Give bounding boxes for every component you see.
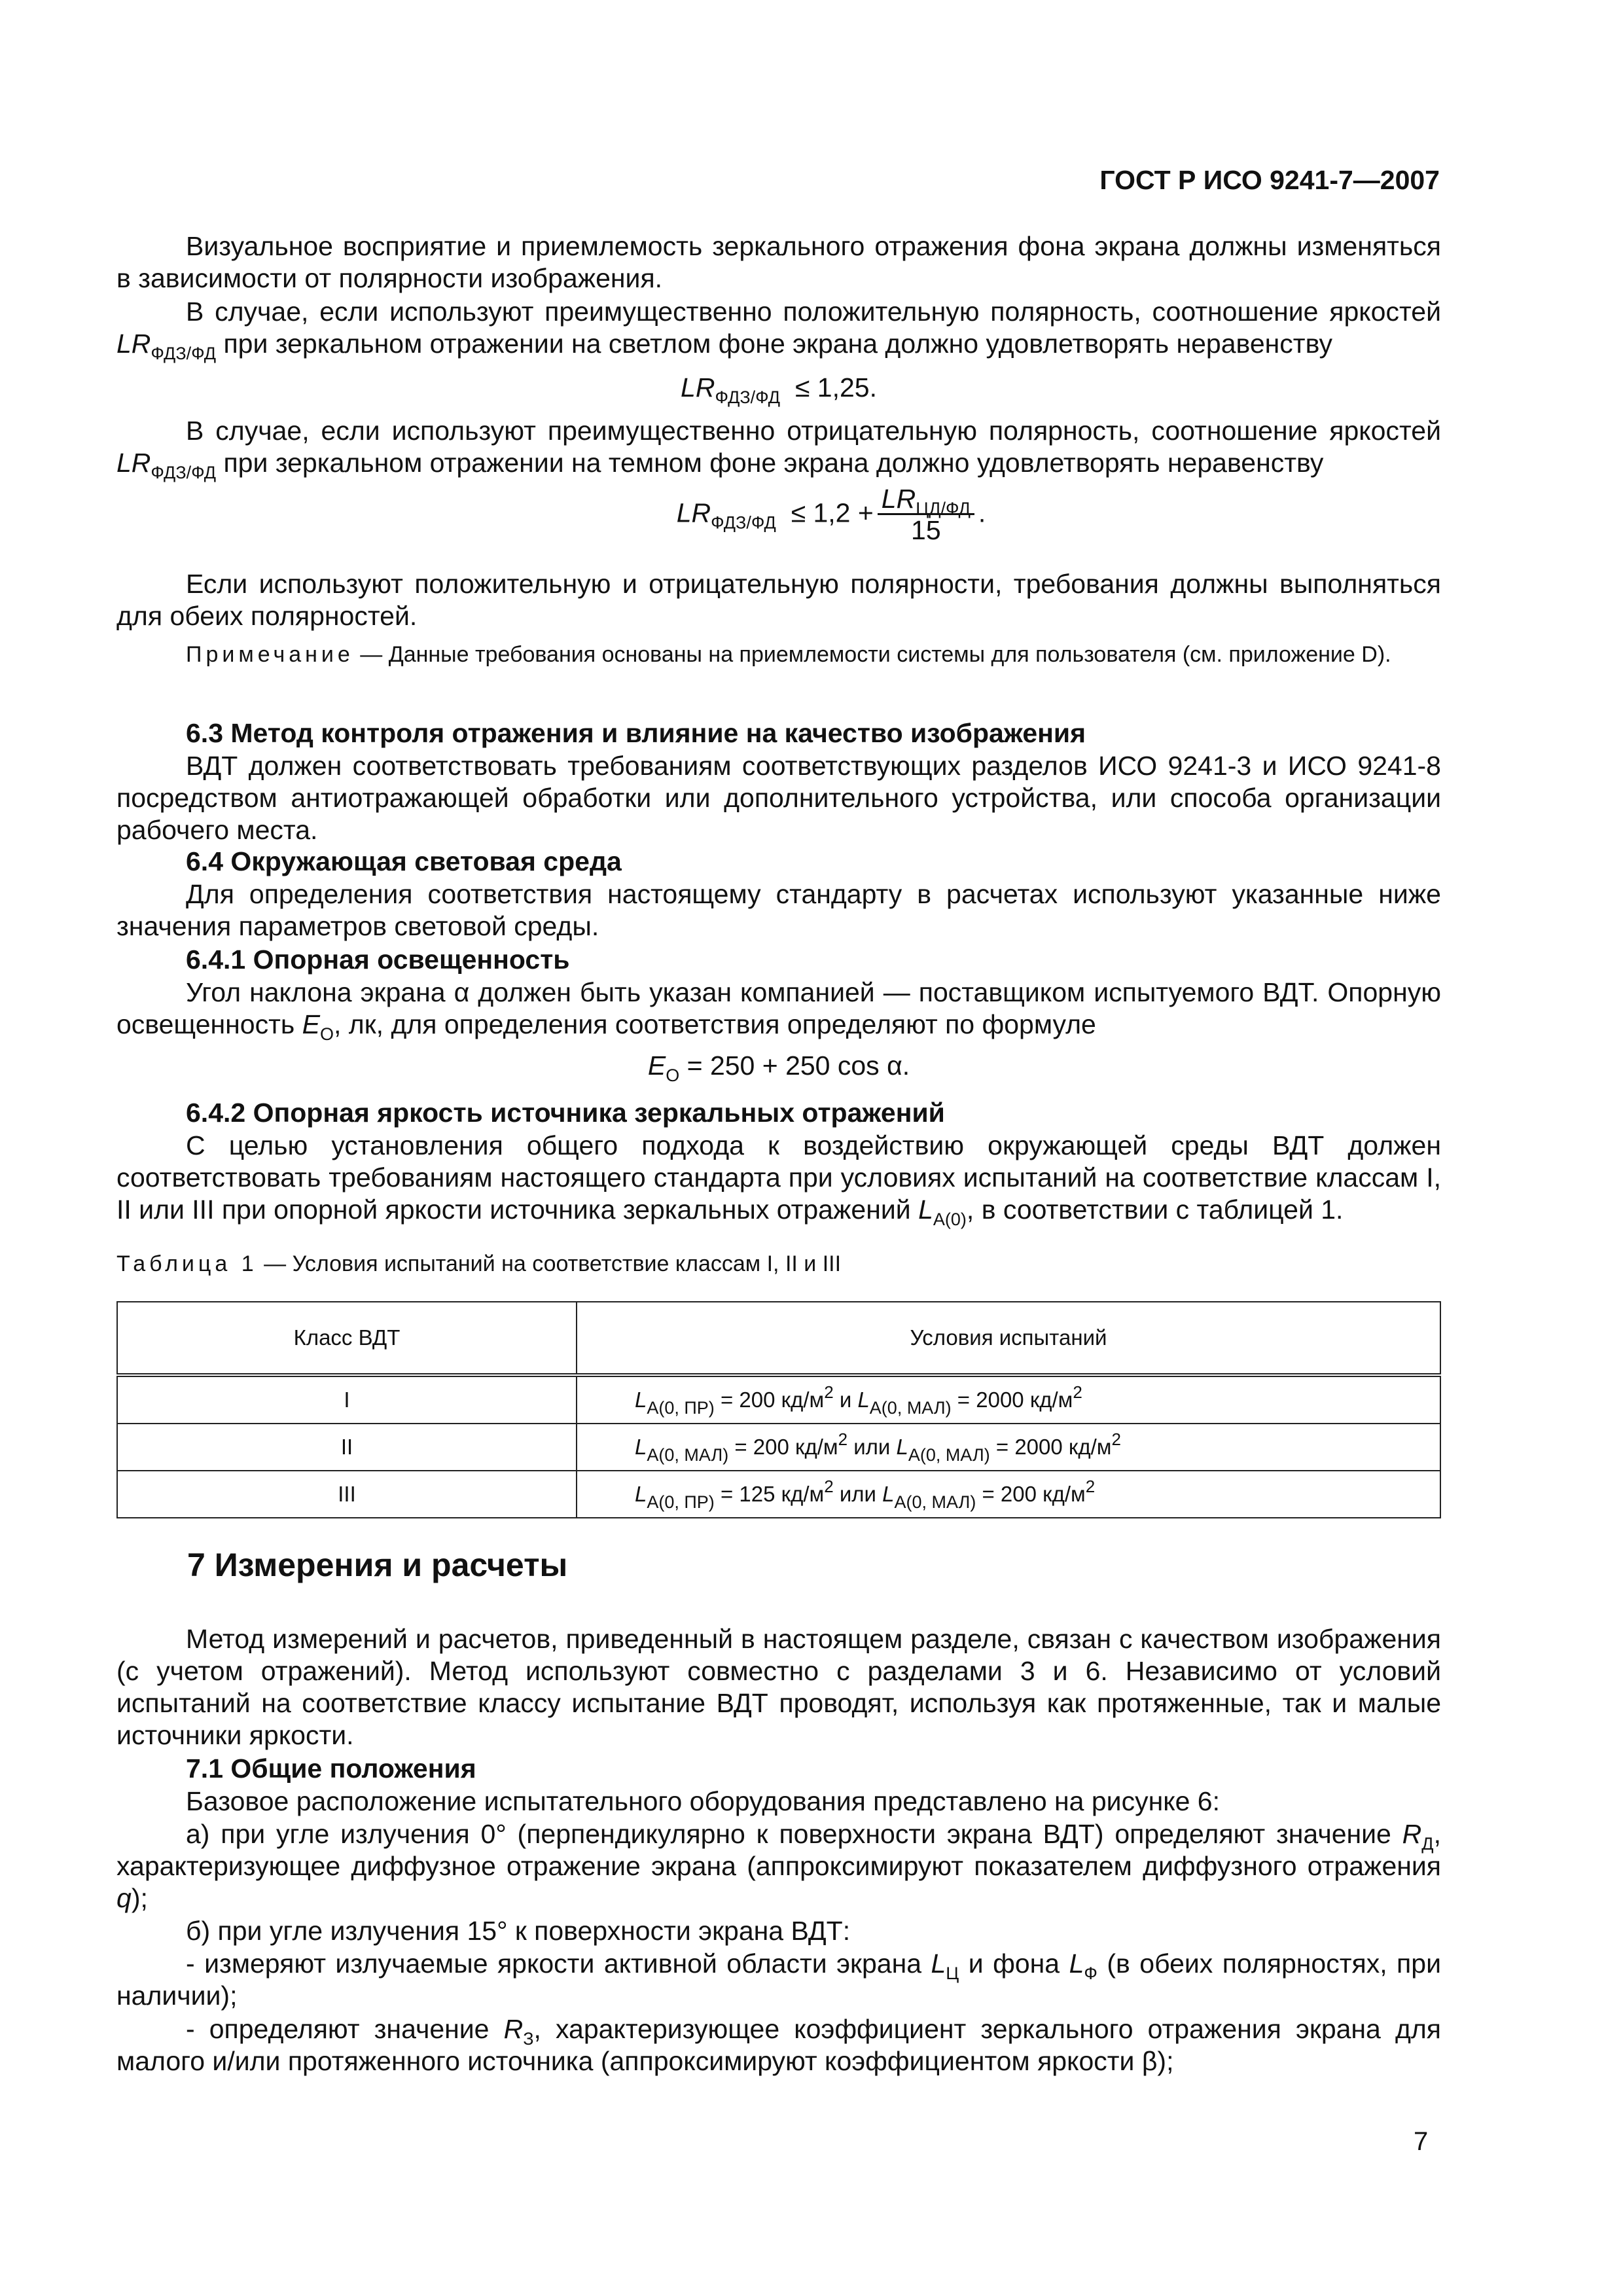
formula-illuminance: $E_O = 250 + 250$ cos α. (647, 1050, 910, 1085)
list-item-b2: - определяют значение $R_З$, характеризующее коэффициент зеркального отражения экрана для малого и/или протяженного источника (аппроксимируют коэффициентом яркости β); (116, 2014, 1441, 2076)
list-item-b1: - измеряют излучаемые яркости активной области экрана $L_Ц$ и фона $L_Ф$ (в обеих полярностях, при наличии); (116, 1948, 1441, 2011)
section-6-3-title: 6.3 Метод контроля отражения и влияние на качество изображения (186, 718, 1086, 748)
table-caption: Таблица 1 — Условия испытаний на соответствие классам I, II и III (116, 1251, 842, 1276)
fraction: $\frac{LR_{ЦД/ФД}}{15}$ (878, 484, 974, 545)
section-6-3-text: ВДТ должен соответствовать требованиям соответствующих разделов ИСО 9241-3 и ИСО 9241-8 посредством антиотражающей обработки или дополнительного устройства, или способа организации рабочего места. (116, 751, 1441, 845)
paragraph-positive-polarity: В случае, если используют преимущественно положительную полярность, соотношение яркостей $LR_{ФДЗ/ФД}$ при зеркальном отражении на светлом фоне экрана должно удовлетворять неравенству (116, 296, 1441, 363)
list-item-b: б) при угле излучения 15° к поверхности экрана ВДТ: (186, 1916, 851, 1946)
section-6-4-1-title: 6.4.1 Опорная освещенность (186, 944, 570, 975)
conditions-cell: $L_{A(0, МАЛ)} = 200$ $кд/м^2$ или $L_{A(0, МАЛ)} = 2000$ $кд/м^2$ (577, 1424, 1440, 1471)
table-row (117, 1424, 1440, 1471)
test-conditions-table (116, 1301, 1441, 1518)
list-item-a: а) при угле излучения 0° (перпендикулярно к поверхности экрана ВДТ) определяют значение $R_Д$, характеризующее диффузное отражение экрана (аппроксимируют показателем диффузного отражения q); (116, 1819, 1441, 1913)
section-7-1-intro: Базовое расположение испытательного оборудования представлено на рисунке 6: (186, 1786, 1221, 1816)
column-header-conditions: Условия испытаний (577, 1302, 1440, 1375)
section-7-1-title: 7.1 Общие положения (186, 1753, 476, 1784)
paragraph-polarity: Визуальное восприятие и приемлемость зеркального отражения фона экрана должны изменяться в зависимости от полярности изображения. (116, 231, 1441, 293)
conditions-cell: $L_{A(0, ПР)} = 200$ $кд/м^2$ и $L_{A(0, МАЛ)} = 2000$ $кд/м^2$ (577, 1375, 1440, 1424)
paragraph-negative-polarity: В случае, если используют преимущественно отрицательную полярность, соотношение яркостей $LR_{ФДЗ/ФД}$ при зеркальном отражении на темном фоне экрана должно удовлетворять неравенству (116, 416, 1441, 482)
section-7-title: 7 Измерения и расчеты (187, 1547, 568, 1583)
section-6-4-2-text: С целью установления общего подхода к воздействию окружающей среды ВДТ должен соответствовать требованиям настоящего стандарта при условиях испытаний на соответствие классам I, II или III при опорной яркости источника зеркальных отражений $L_{A(0)}$, в соответствии с таблицей 1. (116, 1130, 1441, 1229)
section-7-text: Метод измерений и расчетов, приведенный в настоящем разделе, связан с качеством изображения (с учетом отражений). Метод используют совместно с разделами 3 и 6. Независимо от условий испытаний на соответствие классу испытание ВДТ проводят, используя как протяженные, так и малые источники яркости. (116, 1624, 1441, 1750)
section-6-4-text: Для определения соответствия настоящему стандарту в расчетах используют указанные ниже значения параметров световой среды. (116, 879, 1441, 941)
table-row (117, 1471, 1440, 1518)
conditions-cell: $L_{A(0, ПР)} = 125$ $кд/м^2$ или $L_{A(0, МАЛ)} = 200$ $кд/м^2$ (577, 1471, 1440, 1518)
note: Примечание — Данные требования основаны на приемлемости системы для пользователя (см. приложение D). (186, 642, 1391, 667)
table-header-row (117, 1302, 1440, 1375)
formula-positive: $LR_{ФДЗ/ФД} \le 1,25$. (681, 372, 877, 407)
class-cell: III (117, 1471, 577, 1518)
section-6-4-2-title: 6.4.2 Опорная яркость источника зеркальных отражений (186, 1098, 945, 1128)
formula-negative: $LR_{ФДЗ/ФД} \le 1,2$ + $\frac{LR_{ЦД/ФД}}{15}$ . (676, 484, 986, 545)
class-cell: I (117, 1375, 577, 1424)
page-number: 7 (1414, 2127, 1429, 2156)
table-row (117, 1375, 1440, 1424)
paragraph-both-polarities: Если используют положительную и отрицательную полярности, требования должны выполняться для обеих полярностей. (116, 569, 1441, 631)
section-6-4-1-text: Угол наклона экрана α должен быть указан компанией — поставщиком испытуемого ВДТ. Опорную освещенность $E_O$, лк, для определения соответствия определяют по формуле (116, 977, 1441, 1044)
section-6-4-title: 6.4 Окружающая световая среда (186, 846, 622, 876)
class-cell: II (117, 1424, 577, 1471)
column-header-class: Класс ВДТ (117, 1302, 577, 1375)
document-header: ГОСТ Р ИСО 9241-7—2007 (1099, 165, 1440, 195)
